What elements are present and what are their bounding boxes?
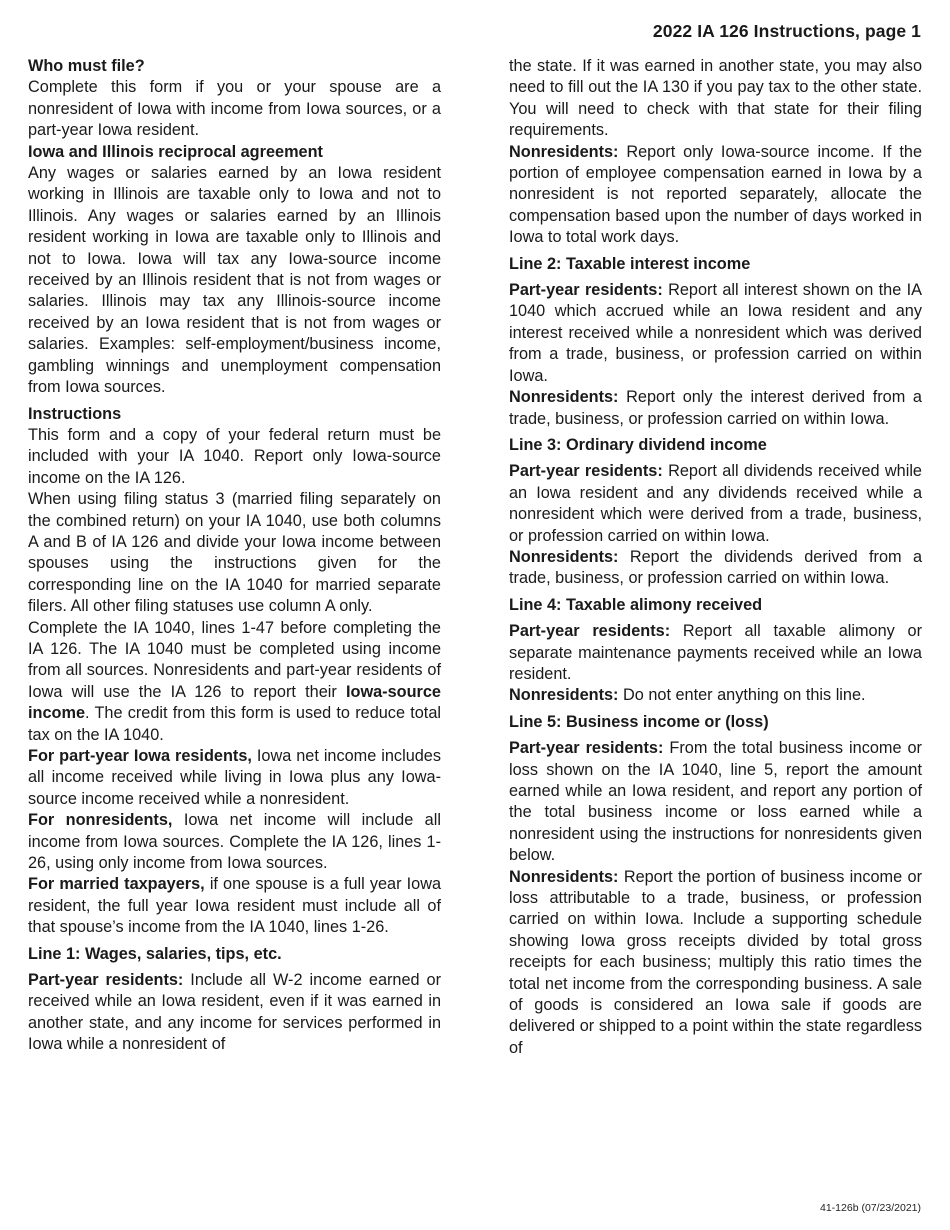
married-text: if one spouse is a full year Iowa resident, the full year Iowa resident must include all of that spouse’s income from the IA 1040, lines 1-26. — [28, 875, 442, 937]
heading-line-1: Line 1: Wages, salaries, tips, etc. — [28, 944, 282, 963]
left-column — [28, 56, 441, 1056]
line-4-nonresidents-paragraph — [509, 685, 922, 706]
married-taxpayers-paragraph — [28, 874, 441, 938]
instr-p3-pre: Complete the IA 1040, lines 1-47 before completing the IA 126. The IA 1040 must be completed using income from all sources. Nonresidents and part-year residents of Iowa will use the IA 126 to report their — [28, 618, 441, 701]
line-5-part-year-label: Part-year residents: — [509, 739, 664, 758]
line-4-nonresidents-text: Do not enter anything on this line. — [618, 686, 866, 705]
line-5-nonresidents-text: Report the portion of business income or loss attributable to a trade, business, or profession carried on within Iowa. Include a supporting schedule showing Iowa gross receipts divided by total gross receipts for each business; multiply this ratio times the total net income from the corresponding business. A sale of goods is considered an Iowa sale if goods are delivered or shipped to a point within the state regardless of — [509, 867, 922, 1057]
instructions-paragraph-3 — [28, 618, 441, 746]
heading-instructions: Instructions — [28, 404, 122, 423]
reciprocal-agreement-text: Any wages or salaries earned by an Iowa resident working in Illinois are taxable only to Iowa and not to Illinois. Any wages or salaries earned by an Illinois resident working in Iowa are taxable only to Illinois and not to Iowa. Iowa will tax any Iowa-source income received by an Illinois resident that is not from wages or salaries. Illinois may tax any Illinois-source income received by an Iowa resident that is not from wages or salaries. Examples: self-employment/business income, gambling winnings and unemployment compensation from Iowa sources. — [28, 164, 441, 397]
line-5-part-year-paragraph — [509, 738, 922, 866]
instructions-paragraph-1: This form and a copy of your federal return must be included with your IA 1040. Report only Iowa-source income on the IA 126. — [28, 425, 441, 487]
line-3-part-year-text: Report all dividends received while an Iowa resident and any dividends received while a nonresident which were derived from a trade, business, or profession carried on within Iowa. — [509, 462, 922, 545]
line-4-part-year-text: Report all taxable alimony or separate maintenance payments received while an Iowa resident. — [509, 622, 922, 683]
line-1-nonresidents-label: Nonresidents: — [509, 142, 619, 161]
instr-p3-post: . The credit from this form is used to reduce total tax on the IA 1040. — [28, 704, 441, 744]
line-4-part-year-paragraph — [509, 621, 922, 685]
line-2-nonresidents-text: Report only the interest derived from a trade, business, or profession carried on within Iowa. — [509, 388, 922, 428]
nonresidents-label: For nonresidents, — [28, 811, 173, 830]
line-3-nonresidents-text: Report the dividends derived from a trade, business, or profession carried on within Iowa. — [509, 547, 922, 588]
page-header: 2022 IA 126 Instructions, page 1 — [652, 21, 921, 41]
right-column — [509, 56, 922, 1059]
line-1-nonresidents-paragraph — [509, 142, 922, 249]
who-must-file-text: Complete this form if you or your spouse are a nonresident of Iowa with income from Iowa sources, or a part-year Iowa resident. — [28, 78, 441, 140]
nonresidents-paragraph — [28, 810, 441, 874]
line-2-part-year-text: Report all interest shown on the IA 1040 which accrued while an Iowa resident and any interest received while a nonresident which was derived from a trade, business, or profession carried on within Iowa. — [509, 281, 922, 385]
line-5-nonresidents-paragraph — [509, 867, 922, 1060]
line-5-nonresidents-label: Nonresidents: — [509, 867, 619, 886]
part-year-text: Iowa net income includes all income received while living in Iowa plus any Iowa-source income received while a nonresident. — [28, 747, 441, 808]
line-2-nonresidents-paragraph — [509, 387, 922, 430]
part-year-label: For part-year Iowa residents, — [28, 747, 252, 765]
line-1-part-year-text: Include all W-2 income earned or received while an Iowa resident, even if it was earned in another state, and any income for services performed in Iowa while a nonresident of — [28, 971, 442, 1054]
line-4-nonresidents-label: Nonresidents: — [509, 686, 619, 705]
heading-line-4: Line 4: Taxable alimony received — [509, 595, 763, 614]
line-5-part-year-text: From the total business income or loss shown on the IA 1040, line 5, report the amount earned while an Iowa resident, and report any portion of the total business income or loss earned while a nonresident using the instructions for nonresidents given below. — [509, 739, 922, 865]
line-1-part-year-paragraph — [28, 970, 441, 1056]
instructions-paragraph-2: When using filing status 3 (married filing separately on the combined return) on your IA 1040, use both columns A and B of IA 126 and divide your Iowa income between spouses using the instructions given for the corresponding line on the IA 1040 for married separate filers. All other filing statuses use column A only. — [28, 490, 441, 616]
heading-line-5: Line 5: Business income or (loss) — [509, 712, 769, 731]
married-label: For married taxpayers, — [28, 875, 205, 894]
line-3-nonresidents-label: Nonresidents: — [509, 547, 619, 566]
heading-line-3: Line 3: Ordinary dividend income — [509, 435, 767, 454]
part-year-residents-paragraph — [28, 746, 441, 810]
line-2-part-year-paragraph — [509, 280, 922, 387]
line-1-continued-text: the state. If it was earned in another state, you may also need to fill out the IA 130 if you pay tax to the other state. You will need to check with that state for their filing requirements. — [509, 57, 922, 140]
line-1-part-year-label: Part-year residents: — [28, 971, 184, 990]
line-4-part-year-label: Part-year residents: — [509, 622, 671, 641]
nonresidents-text: Iowa net income will include all income from Iowa sources. Complete the IA 126, lines 1-26, using only income from Iowa sources. — [28, 811, 441, 873]
heading-reciprocal-agreement: Iowa and Illinois reciprocal agreement — [28, 142, 323, 161]
line-2-nonresidents-label: Nonresidents: — [509, 388, 619, 407]
heading-line-2: Line 2: Taxable interest income — [509, 254, 751, 273]
line-2-part-year-label: Part-year residents: — [509, 281, 663, 300]
heading-who-must-file: Who must file? — [28, 57, 145, 75]
instr-p3-bold: Iowa-source income — [28, 682, 441, 723]
line-3-part-year-label: Part-year residents: — [509, 462, 663, 481]
line-3-part-year-paragraph — [509, 461, 922, 547]
line-1-nonresidents-text: Report only Iowa-source income. If the portion of employee compensation earned in Iowa by a nonresident is not reported separately, allocate the compensation based upon the number of days worked in Iowa to total work days. — [509, 142, 922, 247]
line-3-nonresidents-paragraph — [509, 547, 922, 590]
form-code-footer: 41-126b (07/23/2021) — [820, 1202, 921, 1214]
